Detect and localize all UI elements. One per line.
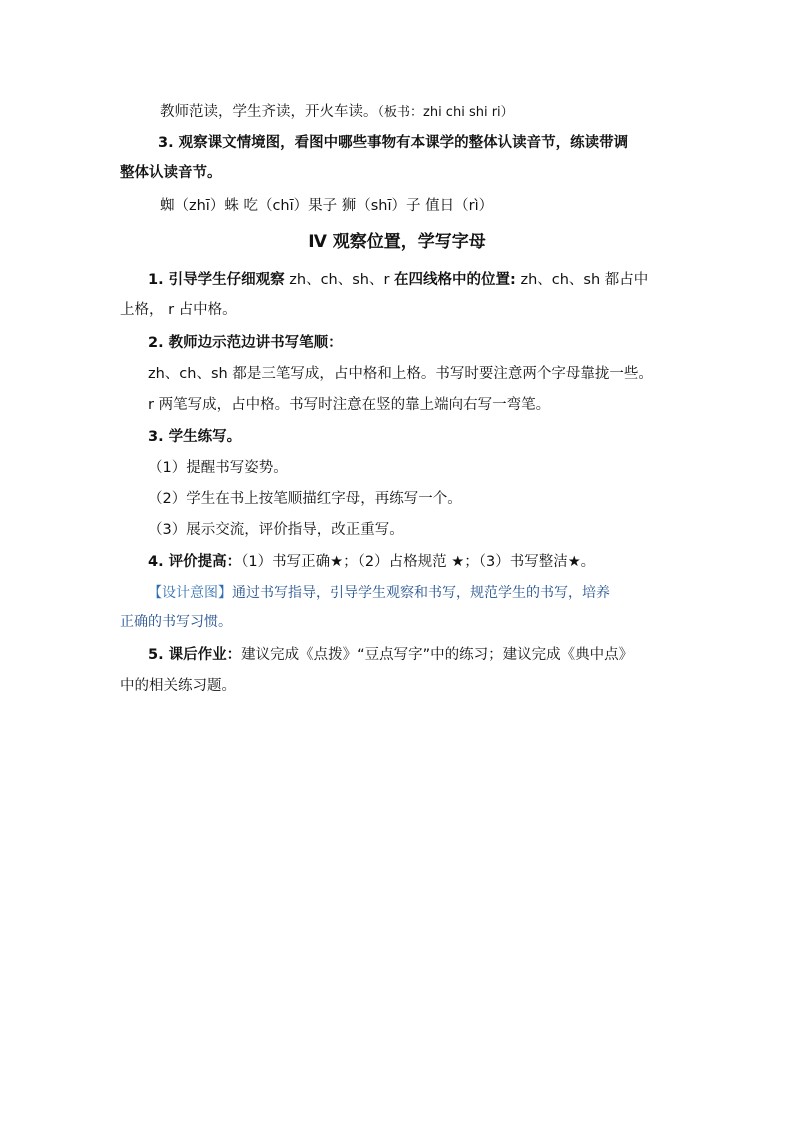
step-1-middle: 在四线格中的位置: [394,272,516,288]
step-1-tail: zh、ch、sh 都占中 [515,272,649,288]
document-page: 教师范读，学生齐读，开火车读。（板书：zhi chi shi ri） 3. 观察课文情境图，看图中哪些事物有本课学的整体认读音节，练读带调 整体认读音节。 蜘（zhī）蛛 吃（chī）果子 狮（shī）子 值日（rì） Ⅳ 观察位置，学写字母 1. 引导学生仔细观察 zh、ch、sh、r 在四线格中的位置: zh、ch、sh 都占中 上格， r 占中格。 2. 教师边示范边讲书写笔顺： zh、ch、sh 都是三笔写成，占中格和上格。书写时要注意两个字母靠拢一些。 r 两笔写成，占中格。书写时注意在竖的靠上端向右写一弯笔。 3. 学生练写。 （1）提醒书写姿势。 （2）学生在书上按笔顺描红字母，再练写一个。 （3）展示交流，评价指导，改正重写。 4. 评价提高：（1）书写正确★；（2）占格规范 ★；（3）书写整洁★。 【设计意图】通过书写指导，引导学生观察和书写，规范学生的书写，培养 正确的书写习惯。 5. 课后作业：建议完成《点拨》“豆点写字”中的练习；建议完成《典中点》 中的相关练习题。 [0,0,794,1123]
teacher-reading-text: 教师范读，学生齐读，开火车读。 [160,104,378,120]
step-1-letters: zh、ch、sh、r [284,272,395,288]
step-4-title: 4. 评价提高： [148,554,242,570]
step-5-text: 建议完成《点拨》“豆点写字”中的练习；建议完成《典中点》 [241,647,634,663]
step-5-title: 5. 课后作业： [148,647,242,663]
step-4-body: （1）书写正确★；（2）占格规范 ★；（3）书写整洁★。 [241,554,596,570]
step-1-lead: 1. 引导学生仔细观察 [148,272,285,288]
board-note: （板书：zhi chi shi ri） [377,105,514,120]
design-intent-text: 通过书写指导，引导学生观察和书写，规范学生的书写，培养 [232,585,610,601]
design-intent-tag: 【设计意图】 [148,585,232,601]
section-heading: Ⅳ 观察位置，学写字母 [308,232,486,252]
